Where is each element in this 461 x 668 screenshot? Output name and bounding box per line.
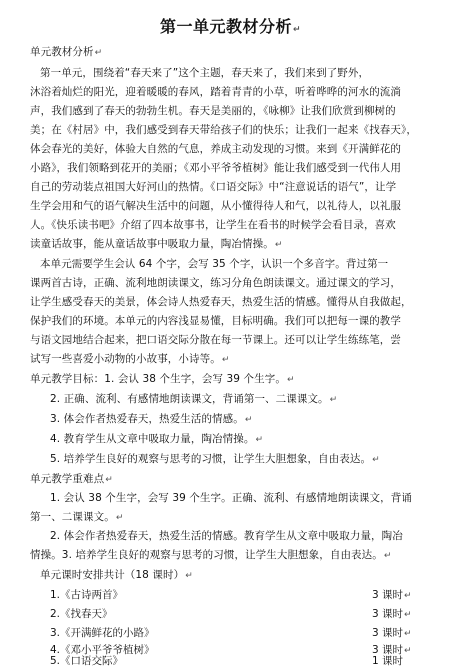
goal-item [50, 453, 441, 467]
heading-text: 单元教材分析 [30, 46, 94, 58]
para2-line: 课两首古诗，正确、流利地朗读课文，练习分角色朗读课文。通过课文的学习， [30, 277, 401, 289]
schedule-row [50, 627, 430, 640]
paragraph-mark: ↵ [372, 455, 380, 465]
para2-line: 本单元需要学生会认 64 个字，会写 35 个字，认识一个多音字。背过第一 [40, 258, 389, 270]
schedule-hours [372, 589, 412, 603]
schedule-row [50, 608, 430, 621]
para1-line: 小路》，我们领略到花开的美丽；《邓小平爷爷植树》能让我们感受到一代伟人用 [30, 162, 402, 174]
paragraph-mark: ↵ [404, 629, 412, 639]
paragraph-mark: ↵ [404, 591, 412, 601]
para1-line: 沐浴着灿烂的阳光，迎着暖暖的春风，踏着青青的小草，听着哗哗的河水的流淌 [30, 86, 401, 98]
key-line: 2. 体会作者热爱春天，热爱生活的情感。教育学生从文章中吸取力量，陶冶 [50, 530, 403, 542]
para2-line: 让学生感受春天的美景，体会诗人热爱春天，热爱生活的情感。懂得从自我做起， [30, 296, 412, 308]
para2-line: 与语文园地结合起来，把口语交际分散在每一节课上。还可以让学生练练笔，尝 [30, 334, 401, 346]
key-text: 情操。3. 培养学生良好的观察与思考的习惯，让学生大胆想象，自由表达。 [30, 549, 383, 561]
paragraph-mark: ↵ [404, 610, 412, 620]
key-heading-text: 单元教学重难点 [30, 473, 105, 485]
key-line: 1. 会认 38 个生字，会写 39 个生字。正确、流利、有感情地朗读课文，背诵 [50, 492, 412, 504]
goals-heading-text: 单元教学目标：1. 会认 38 个生字，会写 39 个生字。 [30, 373, 286, 385]
key-line [30, 549, 441, 563]
paragraph-mark: ↵ [329, 395, 338, 405]
goal-text: 3. 体会作者热爱春天，热爱生活的情感。 [50, 413, 244, 425]
schedule-row [50, 589, 430, 602]
para1-line: 体会春光的美好，体验大自然的气息，养成主动发现的习惯。来到《开满鲜花的 [30, 143, 401, 155]
hours-text: 3 课时 [372, 627, 404, 639]
paragraph-mark: ↵ [105, 475, 113, 485]
para2-line: 保护我们的环境。本单元的内容浅显易懂，目标明确。我们可以把每一课的教学 [30, 315, 401, 327]
goal-text: 2. 正确、流利、有感情地朗读课文，背诵第一、二课课文。 [50, 393, 329, 405]
paragraph-mark: ↵ [94, 48, 103, 58]
paragraph-mark: ↵ [292, 25, 302, 35]
paragraph-mark: ↵ [221, 355, 230, 365]
paragraph-mark: ↵ [286, 375, 295, 385]
hours-text: 3 课时 [372, 608, 404, 620]
schedule-heading-text: 单元课时安排共计（18 课时） [40, 569, 185, 581]
para1-line: 生学会用和气的语气解决生活中的问题，从小懂得待人和气，以礼待人，以礼服 [30, 200, 401, 212]
paragraph-mark: ↵ [404, 646, 412, 656]
heading-analysis [30, 46, 441, 60]
hours-text: 1 课时 [372, 655, 404, 667]
key-line [30, 511, 441, 525]
hours-text: 3 课时 [372, 644, 404, 656]
schedule-hours [372, 627, 412, 641]
para2-text: 试写一些喜爱小动物的小故事，小诗等。 [30, 353, 221, 365]
paragraph-mark: ↵ [255, 435, 264, 445]
para1-line: 声，我们感到了春天的勃勃生机。春天是美丽的，《咏柳》让我们欣赏到柳树的 [30, 105, 396, 117]
paragraph-mark: ↵ [115, 513, 124, 523]
goal-item [50, 393, 441, 407]
para1-line: 自己的劳动装点祖国大好河山的热情。《口语交际》中“注意说话的语气”，让学 [30, 181, 397, 193]
hours-text: 3 课时 [372, 589, 404, 601]
key-heading [30, 473, 441, 487]
paragraph-mark: ↵ [185, 571, 193, 581]
para1-line: 美；在《村居》中，我们感受到春天带给孩子们的快乐；让我们一起来《找春天》， [30, 124, 417, 136]
goal-text: 5. 培养学生良好的观察与思考的习惯，让学生大胆想象，自由表达。 [50, 453, 372, 465]
schedule-hours [372, 608, 412, 622]
schedule-lesson: 4.《邓小平爷爷植树》 [50, 644, 155, 656]
goal-item [50, 413, 441, 427]
goals-heading [30, 373, 441, 387]
schedule-hours [372, 655, 403, 668]
schedule-row-cut [50, 655, 430, 668]
goal-text: 4. 教育学生从文章中吸取力量，陶冶情操。 [50, 433, 255, 445]
para2-line-last [30, 353, 441, 367]
paragraph-mark: ↵ [274, 240, 283, 250]
schedule-heading [40, 569, 441, 583]
document-title [0, 14, 461, 37]
para1-line: 第一单元，围绕着“春天来了”这个主题，春天来了，我们来到了野外， [40, 67, 370, 79]
schedule-lesson: 2.《找春天》 [50, 608, 113, 620]
goal-item [50, 433, 441, 447]
schedule-lesson: 1.《古诗两首》 [50, 589, 124, 601]
paragraph-mark: ↵ [383, 551, 392, 561]
para1-line: 人。《快乐读书吧》介绍了四本故事书，让学生在看书的时候学会看目录，喜欢 [30, 219, 396, 231]
paragraph-mark: ↵ [244, 415, 253, 425]
schedule-lesson: 5.《口语交际》 [50, 655, 124, 667]
schedule-lesson: 3.《开满鲜花的小路》 [50, 627, 155, 639]
key-text: 第一、二课课文。 [30, 511, 115, 523]
title-text: 第一单元教材分析 [159, 17, 292, 36]
para1-text: 读童话故事，能从童话故事中吸取力量，陶冶情操。 [30, 238, 274, 250]
para1-line-last [30, 238, 441, 252]
